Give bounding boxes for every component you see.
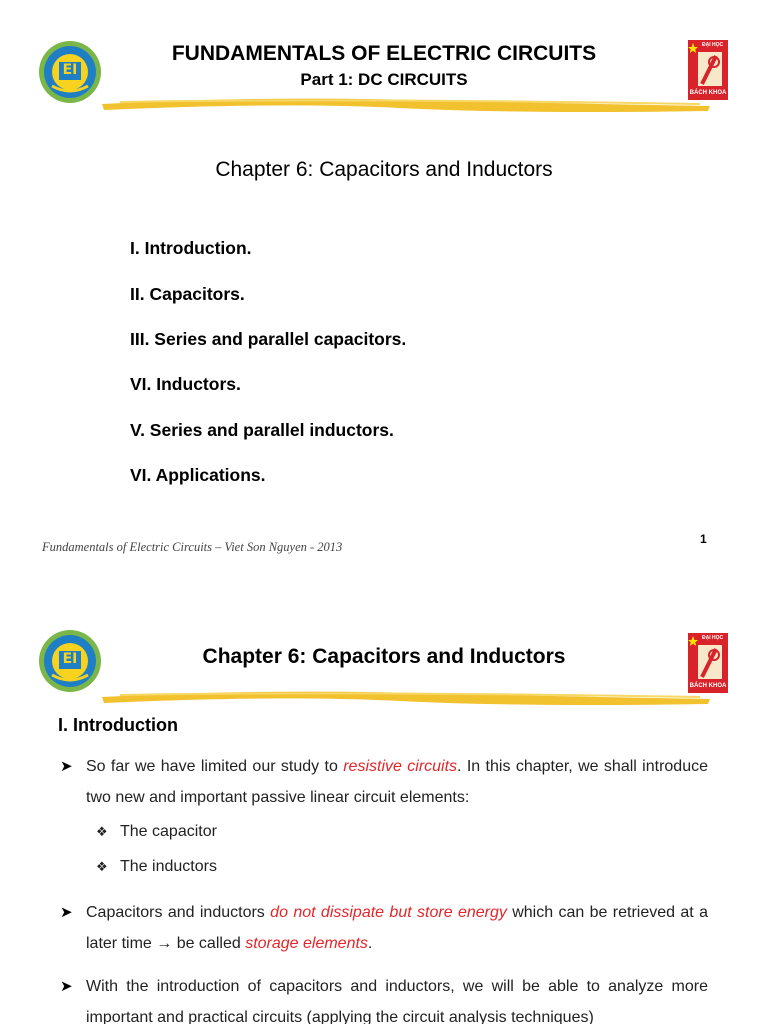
- slide-2: [0, 595, 768, 1024]
- highlight-store-energy: do not dissipate but store energy: [270, 904, 507, 921]
- arrow-bullet-icon: ➤: [60, 904, 73, 921]
- highlight-resistive-circuits: resistive circuits: [343, 758, 458, 775]
- sub-bullet-inductors: ❖ The inductors: [96, 858, 217, 875]
- arrow-bullet-icon: ➤: [60, 978, 73, 995]
- diamond-bullet-icon: ❖: [96, 859, 108, 874]
- part-title: Part 1: DC CIRCUITS: [300, 70, 468, 89]
- ei-logo-text: EI: [62, 651, 78, 667]
- section-heading: I. Introduction: [58, 715, 178, 735]
- bk-logo-top-text: ĐẠI HỌC: [702, 635, 724, 641]
- bullet-resistive-circuits: So far we have limited our study to resistive circuits. In this chapter, we shall introduce two new and important passive linear circuit elements:: [86, 758, 709, 806]
- page-number: 1: [700, 532, 707, 546]
- toc-item-capacitors: II. Capacitors.: [130, 284, 245, 304]
- bk-logo-bottom-text: BÁCH KHOA: [689, 683, 727, 689]
- slide-separator: [0, 580, 768, 595]
- yellow-brush-stroke: [100, 685, 712, 709]
- diamond-bullet-icon: ❖: [96, 824, 108, 839]
- highlight-storage-elements: storage elements: [245, 935, 368, 952]
- footer-text: Fundamentals of Electric Circuits – Viet Son Nguyen - 2013: [42, 540, 343, 554]
- ei-logo-text: EI: [62, 62, 78, 78]
- course-title: FUNDAMENTALS OF ELECTRIC CIRCUITS: [171, 42, 597, 65]
- toc-item-inductors: VI. Inductors.: [130, 374, 241, 394]
- bullet-storage-elements: Capacitors and inductors do not dissipate but store energy which can be retrieved at a later time → be called storage elements.: [86, 904, 708, 952]
- sub-bullet-capacitor: ❖ The capacitor: [96, 823, 217, 840]
- chapter-title: Chapter 6: Capacitors and Inductors: [202, 645, 566, 668]
- toc-item-applications: VI. Applications.: [130, 465, 266, 485]
- bk-logo-bottom-text: BÁCH KHOA: [689, 90, 727, 96]
- bullet-practical-circuits: With the introduction of capacitors and inductors, we will be able to analyze more important and practical circuits (applying the circuit analysis techniques): [86, 978, 708, 1024]
- toc-item-series-parallel-capacitors: III. Series and parallel capacitors.: [130, 329, 407, 349]
- yellow-brush-stroke: [100, 92, 712, 116]
- chapter-title: Chapter 6: Capacitors and Inductors: [215, 158, 553, 181]
- toc-item-introduction: I. Introduction.: [130, 238, 252, 258]
- toc-item-series-parallel-inductors: V. Series and parallel inductors.: [130, 420, 394, 440]
- bk-logo-top-text: ĐẠI HỌC: [702, 42, 724, 48]
- arrow-bullet-icon: ➤: [60, 758, 73, 775]
